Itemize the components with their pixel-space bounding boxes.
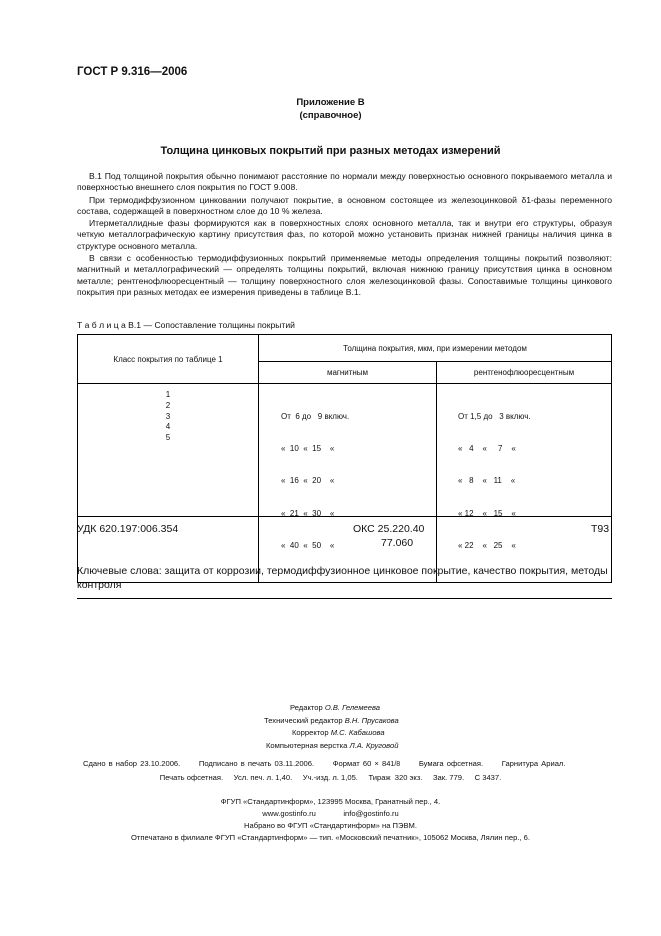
credit-role: Компьютерная верстка	[266, 740, 348, 750]
appendix-type: (справочное)	[299, 110, 362, 121]
table-cell: 4	[165, 422, 171, 432]
credit-person: В.Н. Прусакова	[344, 715, 399, 725]
oks-code: ОКС 25.220.40	[353, 523, 425, 535]
divider-top	[77, 516, 612, 517]
table-cell: 5	[165, 433, 171, 443]
paragraph-b1: В.1 Под толщиной покрытия обычно понимают расстояние по нормали между поверхностью основного покрываемого металла и поверхностью внешнего слоя покрытия по ГОСТ 9.008.	[77, 171, 612, 193]
table-cell: « 8 « 11 «	[458, 476, 516, 486]
publisher-web[interactable]: www.gostinfo.ru	[262, 809, 316, 818]
imprint-font: Гарнитура Ариал.	[501, 759, 566, 768]
table-caption: Т а б л и ц а В.1 — Сопоставление толщины покрытий	[77, 320, 295, 330]
credit-person: О.В. Гелемеева	[324, 703, 380, 712]
imprint-typeset-date: Сдано в набор 23.10.2006.	[83, 759, 181, 768]
table-cell: « 12 « 15 «	[458, 508, 516, 518]
publisher-email[interactable]: info@gostinfo.ru	[343, 809, 399, 818]
paragraph-methods: В связи с особенностью термодиффузионных покрытий применяемые методы определения толщины покрытий позволяют: магнитный и металлографический — определять толщины покрытий, включая нижнюю границу присутствия цинка в основном металле; рентгенофлюоресцентный — толщину поверхностного слоя железоцинковой фазы. Сопоставимые толщины цинкового покрытия при разных методах ее измерения приведены в таблице В.1.	[77, 253, 612, 297]
publisher-address: ФГУП «Стандартинформ», 123995 Москва, Гранатный пер., 4.	[220, 797, 441, 806]
udk-code: УДК 620.197:006.354	[77, 523, 179, 535]
header-xray: рентгенофлюоресцентным	[437, 362, 612, 384]
magnetic-column	[259, 384, 437, 583]
publisher-contacts	[0, 808, 661, 820]
table-cell: От 6 до 9 включ.	[281, 411, 350, 421]
credit-person: Л.А. Круговой	[349, 740, 399, 750]
table-cell: « 40 « 50 «	[281, 541, 335, 551]
appendix-label: Приложение В	[296, 97, 365, 108]
paragraph-thermodiffusion: При термодиффузионном цинковании получают покрытие, в основном состоящее из железоцинковой δ1-фазы переменного состава, содержащей в поверхностном слое до 10 % железа.	[77, 195, 612, 217]
credits-block	[0, 702, 661, 752]
table-cell: « 21 « 30 «	[281, 508, 335, 518]
table-cell: 2	[165, 400, 171, 410]
table-cell: От 1,5 до 3 включ.	[458, 411, 531, 421]
credit-tech-editor	[0, 715, 661, 728]
credit-person: М.С. Кабашова	[330, 728, 385, 737]
imprint-line1	[83, 758, 565, 771]
credit-layout	[0, 740, 661, 753]
table-cell: « 22 « 25 «	[458, 541, 516, 551]
imprint-sign-date: Подписано в печать 03.11.2006.	[198, 759, 315, 768]
table-cell: 1	[165, 390, 171, 399]
header-method-group: Толщина покрытия, мкм, при измерении методом	[259, 335, 612, 362]
imprint-line2: Печать офсетная. Усл. печ. л. 1,40. Уч.-изд. л. 1,05. Тираж 320 экз. Зак. 779. С 3437.	[159, 773, 502, 782]
header-magnetic: магнитным	[259, 362, 437, 384]
credit-proofreader	[0, 727, 661, 740]
thickness-table	[77, 334, 612, 583]
table-cell: « 10 « 15 «	[281, 443, 335, 453]
section-title: Толщина цинковых покрытий при разных методах измерений	[160, 145, 501, 157]
format-fraction: 1/8	[390, 761, 401, 768]
credit-editor	[0, 702, 661, 715]
divider-bottom	[77, 598, 612, 599]
oks-code-2: 77.060	[381, 537, 414, 549]
header-class: Класс покрытия по таблице 1	[78, 335, 259, 384]
class-column	[78, 384, 259, 583]
credit-role: Корректор	[292, 728, 329, 737]
table-cell: « 16 « 20 «	[281, 476, 335, 486]
typeset-note: Набрано во ФГУП «Стандартинформ» на ПЭВМ.	[244, 821, 417, 830]
xray-column	[437, 384, 612, 583]
imprint-paper: Бумага офсетная.	[418, 759, 484, 768]
printed-note: Отпечатано в филиале ФГУП «Стандартинформ» — тип. «Московский печатник», 105062 Москва, Лялин пер., 6.	[131, 833, 530, 842]
t-code: Т93	[591, 523, 610, 535]
credit-role: Редактор	[290, 703, 323, 712]
imprint-format: Формат 60 × 84	[332, 759, 391, 768]
gost-number: ГОСТ Р 9.316—2006	[77, 66, 188, 78]
credit-role: Технический редактор	[264, 715, 343, 725]
paragraph-intermetallic: Итерметаллидные фазы формируются как в поверхностных слоях основного металла, так и внутри его структуры, образуя четкую металлографическую картину присутствия фаз, по которой можно установить признак нижней границы наличия цинка в структуре основного металла.	[77, 218, 612, 251]
keywords: Ключевые слова: защита от коррозии, термодиффузионное цинковое покрытие, качество покрытия, методы контроля	[77, 565, 608, 591]
table-cell: « 4 « 7 «	[458, 443, 516, 453]
table-cell: 3	[165, 411, 171, 421]
